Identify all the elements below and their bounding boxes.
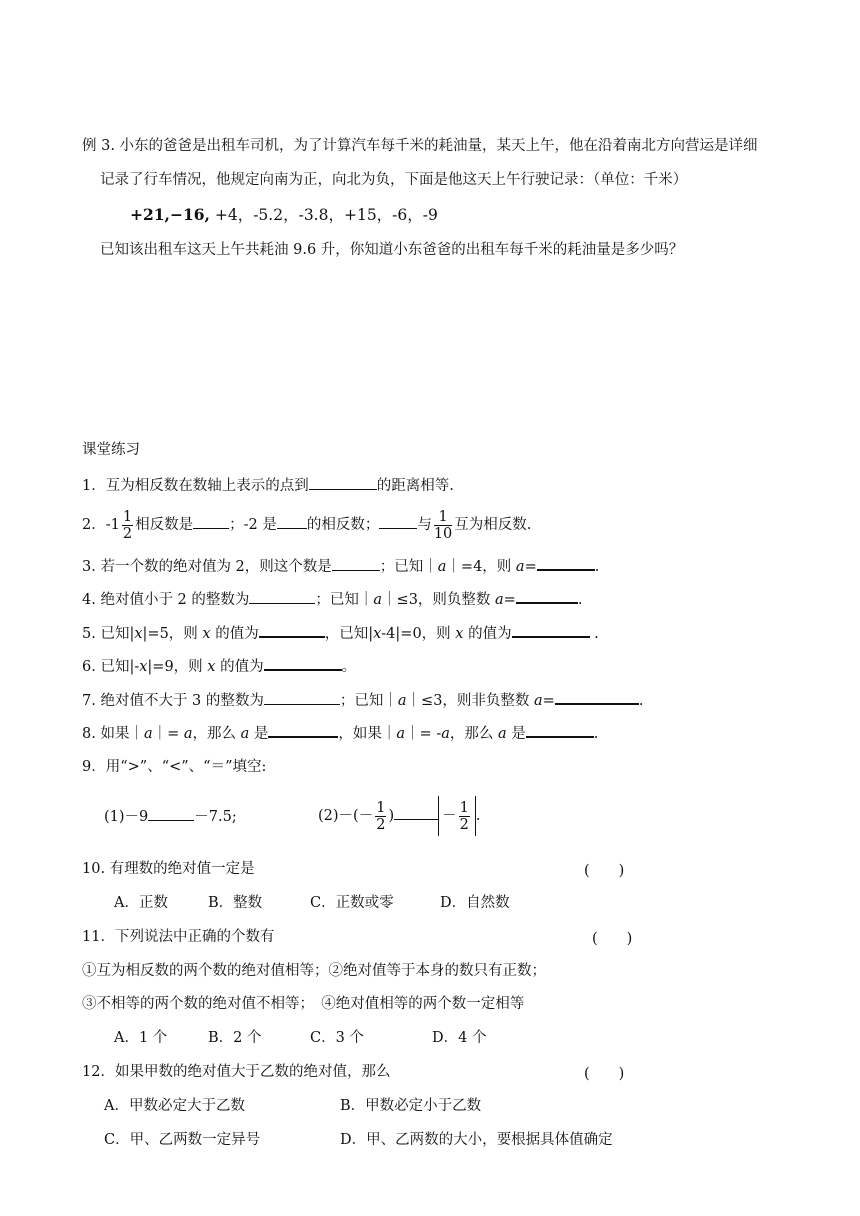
q8-blank-2[interactable]: [526, 722, 594, 738]
question-9-part-1: [104, 806, 237, 827]
q4-var: a: [373, 592, 383, 608]
q4-blank-2[interactable]: [516, 588, 578, 604]
q8-v5: a: [441, 726, 450, 742]
q11-option-d[interactable]: D．4 个: [432, 1030, 487, 1046]
q11-statement-1: ①互为相反数的两个数的绝对值相等；②绝对值等于本身的数只有正数；: [82, 963, 546, 979]
q7-text-c: ｜≤3，则非负整数: [406, 693, 535, 709]
q11-option-b[interactable]: B．2 个: [208, 1030, 262, 1046]
q9-p1-text-a: (1)－9: [104, 809, 149, 825]
q3-text-b: ；已知｜: [379, 559, 438, 575]
q5-text-f: 的值为: [463, 626, 512, 642]
q12-option-a[interactable]: A．甲数必定大于乙数: [104, 1098, 245, 1114]
q5-text-b: |=5，则: [142, 626, 203, 642]
q8-v2: a: [183, 726, 193, 742]
q2-fraction-2: [434, 509, 452, 542]
q11-option-a[interactable]: A．1 个: [114, 1030, 168, 1046]
q3-text-d: a=: [515, 559, 537, 575]
q9-blank-2[interactable]: [394, 805, 438, 820]
q2-frac2-num: 1: [434, 509, 452, 526]
q3-text-a: 3. 若一个数的绝对值为 2，则这个数是: [82, 559, 332, 575]
q7-blank-1[interactable]: [264, 690, 340, 705]
q11-statement-2: ③不相等的两个数的绝对值不相等； ④绝对值相等的两个数一定相等: [82, 996, 525, 1012]
q4-text-b: ；已知｜: [315, 592, 374, 608]
q7-text-b: ；已知｜: [339, 693, 398, 709]
question-7: [82, 689, 643, 711]
q7-var: a: [397, 693, 407, 709]
q10-option-c[interactable]: C．正数或零: [310, 895, 394, 911]
q8-text-h: 是: [506, 726, 526, 742]
q10-option-d[interactable]: D．自然数: [440, 895, 510, 911]
example3-data: [130, 205, 438, 225]
q2-frac1-num: 1: [122, 508, 133, 525]
q9-p2-text-a: (2)－(－: [318, 808, 374, 824]
q5-blank-2[interactable]: [512, 622, 590, 638]
q6-text-d: 。: [341, 659, 357, 675]
q7-text-e: .: [638, 693, 644, 709]
q8-blank-1[interactable]: [268, 722, 338, 738]
q10-option-a[interactable]: A．正数: [114, 895, 168, 911]
q12-option-d[interactable]: D．甲、乙两数的大小，要根据具体值确定: [340, 1132, 613, 1148]
q9-frac1-den: 2: [376, 816, 386, 833]
question-11-stem: 11．下列说法中正确的个数有: [82, 929, 275, 945]
q2-text-a: 2．-1: [82, 517, 120, 533]
q9-frac2-num: 1: [459, 799, 469, 816]
q7-blank-2[interactable]: [555, 689, 639, 705]
example3-question: 已知该出租车这天上午共耗油 9.6 升，你知道小东爸爸的出租车每千米的耗油量是多少吗？: [100, 242, 684, 258]
question-6: [82, 655, 356, 677]
q8-v1: a: [143, 726, 153, 742]
q9-p1-text-b: －7.5;: [194, 809, 237, 825]
q6-x1: x: [139, 659, 148, 675]
q2-text-d: 的相反数；: [306, 517, 380, 533]
q4-text-e: .: [577, 592, 583, 608]
q8-text-i: .: [593, 726, 599, 742]
q9-p2-text-d: .: [475, 808, 481, 824]
example3-data-bold: +21,−16,: [130, 205, 210, 224]
q4-text-a: 4. 绝对值小于 2 的整数为: [82, 592, 250, 608]
q5-blank-1[interactable]: [259, 622, 325, 638]
q5-text-d: ，已知|: [324, 626, 374, 642]
q2-blank-1[interactable]: [193, 514, 229, 529]
example3-data-rest: +4，-5.2，-3.8，+15，-6，-9: [209, 206, 438, 224]
q5-x4: x: [455, 626, 464, 642]
q8-v4: a: [396, 726, 406, 742]
q8-text-f: ｜= -: [405, 726, 442, 742]
q8-text-e: ，如果｜: [338, 726, 397, 742]
q7-text-a: 7. 绝对值不大于 3 的整数为: [82, 693, 264, 709]
q5-text-c: 的值为: [210, 626, 259, 642]
q10-answer-paren[interactable]: ( ): [584, 863, 625, 879]
q8-text-c: ，那么: [192, 726, 241, 742]
q2-fraction-1: [122, 509, 133, 542]
question-10-stem: 10. 有理数的绝对值一定是: [82, 861, 255, 877]
q2-text-b: 相反数是: [135, 517, 194, 533]
q8-text-b: ｜=: [152, 726, 184, 742]
example3-line1: 例 3. 小东的爸爸是出租车司机，为了计算汽车每千米的耗油量，某天上午，他在沿着南北方向营运是详细: [82, 138, 758, 154]
q2-blank-3[interactable]: [379, 514, 417, 529]
question-1: [82, 475, 454, 496]
question-3: [82, 555, 599, 577]
q8-text-d: 是: [249, 726, 269, 742]
question-9-title: 9．用“>”、“<”、“＝”填空:: [82, 759, 267, 775]
example3-line2: 记录了行车情况，他规定向南为正，向北为负，下面是他这天上午行驶记录：（单位：千米）: [100, 172, 688, 188]
q11-answer-paren[interactable]: ( ): [592, 931, 633, 947]
q2-text-e: 与: [417, 517, 432, 533]
q6-x2: x: [207, 659, 216, 675]
question-5: [82, 622, 599, 644]
q9-frac2-den: 2: [459, 816, 469, 833]
question-8: [82, 722, 598, 744]
q9-abs-minus: －: [442, 808, 457, 824]
q10-option-b[interactable]: B．整数: [208, 895, 263, 911]
q6-text-b: |=9，则: [147, 659, 208, 675]
q8-v3: a: [240, 726, 250, 742]
q1-blank[interactable]: [309, 475, 377, 490]
q9-frac1-num: 1: [376, 799, 386, 816]
q4-blank-1[interactable]: [249, 589, 315, 604]
q2-frac1-den: 2: [122, 525, 133, 542]
q5-x1: x: [134, 626, 143, 642]
q2-text-f: 互为相反数.: [454, 517, 532, 533]
question-4: [82, 588, 582, 610]
q9-blank-1[interactable]: [148, 806, 194, 821]
q12-answer-paren[interactable]: ( ): [584, 1066, 625, 1082]
q1-text-a: 1．互为相反数在数轴上表示的点到: [82, 478, 309, 494]
q12-option-b[interactable]: B．甲数必定小于乙数: [340, 1098, 482, 1114]
question-9-part-2: [318, 796, 480, 836]
q9-absolute-value: [438, 796, 476, 836]
q3-text-e: .: [594, 559, 600, 575]
q5-text-g: .: [589, 626, 599, 642]
q12-option-c[interactable]: C．甲、乙两数一定异号: [104, 1132, 261, 1148]
q2-blank-2[interactable]: [277, 514, 307, 529]
q5-text-e: -4|=0，则: [381, 626, 456, 642]
q8-text-g: ，那么: [449, 726, 498, 742]
q11-option-c[interactable]: C．3 个: [310, 1030, 364, 1046]
q9-p2-text-b: ): [388, 808, 395, 824]
q9-fraction-1: [375, 800, 386, 833]
q3-blank-1[interactable]: [332, 556, 380, 571]
q3-text-c: ｜=4，则: [446, 559, 516, 575]
q6-text-c: 的值为: [215, 659, 264, 675]
question-2: [82, 508, 531, 542]
q5-x2: x: [202, 626, 211, 642]
q3-var: a: [437, 559, 447, 575]
q7-text-d: a=: [534, 693, 555, 709]
q2-text-c: ；-2 是: [229, 517, 277, 533]
q5-text-a: 5. 已知|: [82, 626, 135, 642]
question-12-stem: 12．如果甲数的绝对值大于乙数的绝对值，那么: [82, 1064, 391, 1080]
q6-text-a: 6. 已知|-: [82, 659, 140, 675]
q4-text-c: ｜≤3，则负整数: [382, 592, 496, 608]
q8-text-a: 8. 如果｜: [82, 726, 144, 742]
q8-v6: a: [498, 726, 507, 742]
q5-x3: x: [373, 626, 382, 642]
q9-fraction-2: [459, 800, 470, 833]
section-title: 课堂练习: [82, 442, 140, 458]
q4-text-d: a=: [495, 592, 516, 608]
q3-blank-2[interactable]: [537, 555, 595, 571]
q6-blank[interactable]: [264, 655, 342, 671]
q1-text-b: 的距离相等.: [376, 478, 454, 494]
q2-frac2-den: 10: [433, 525, 453, 542]
